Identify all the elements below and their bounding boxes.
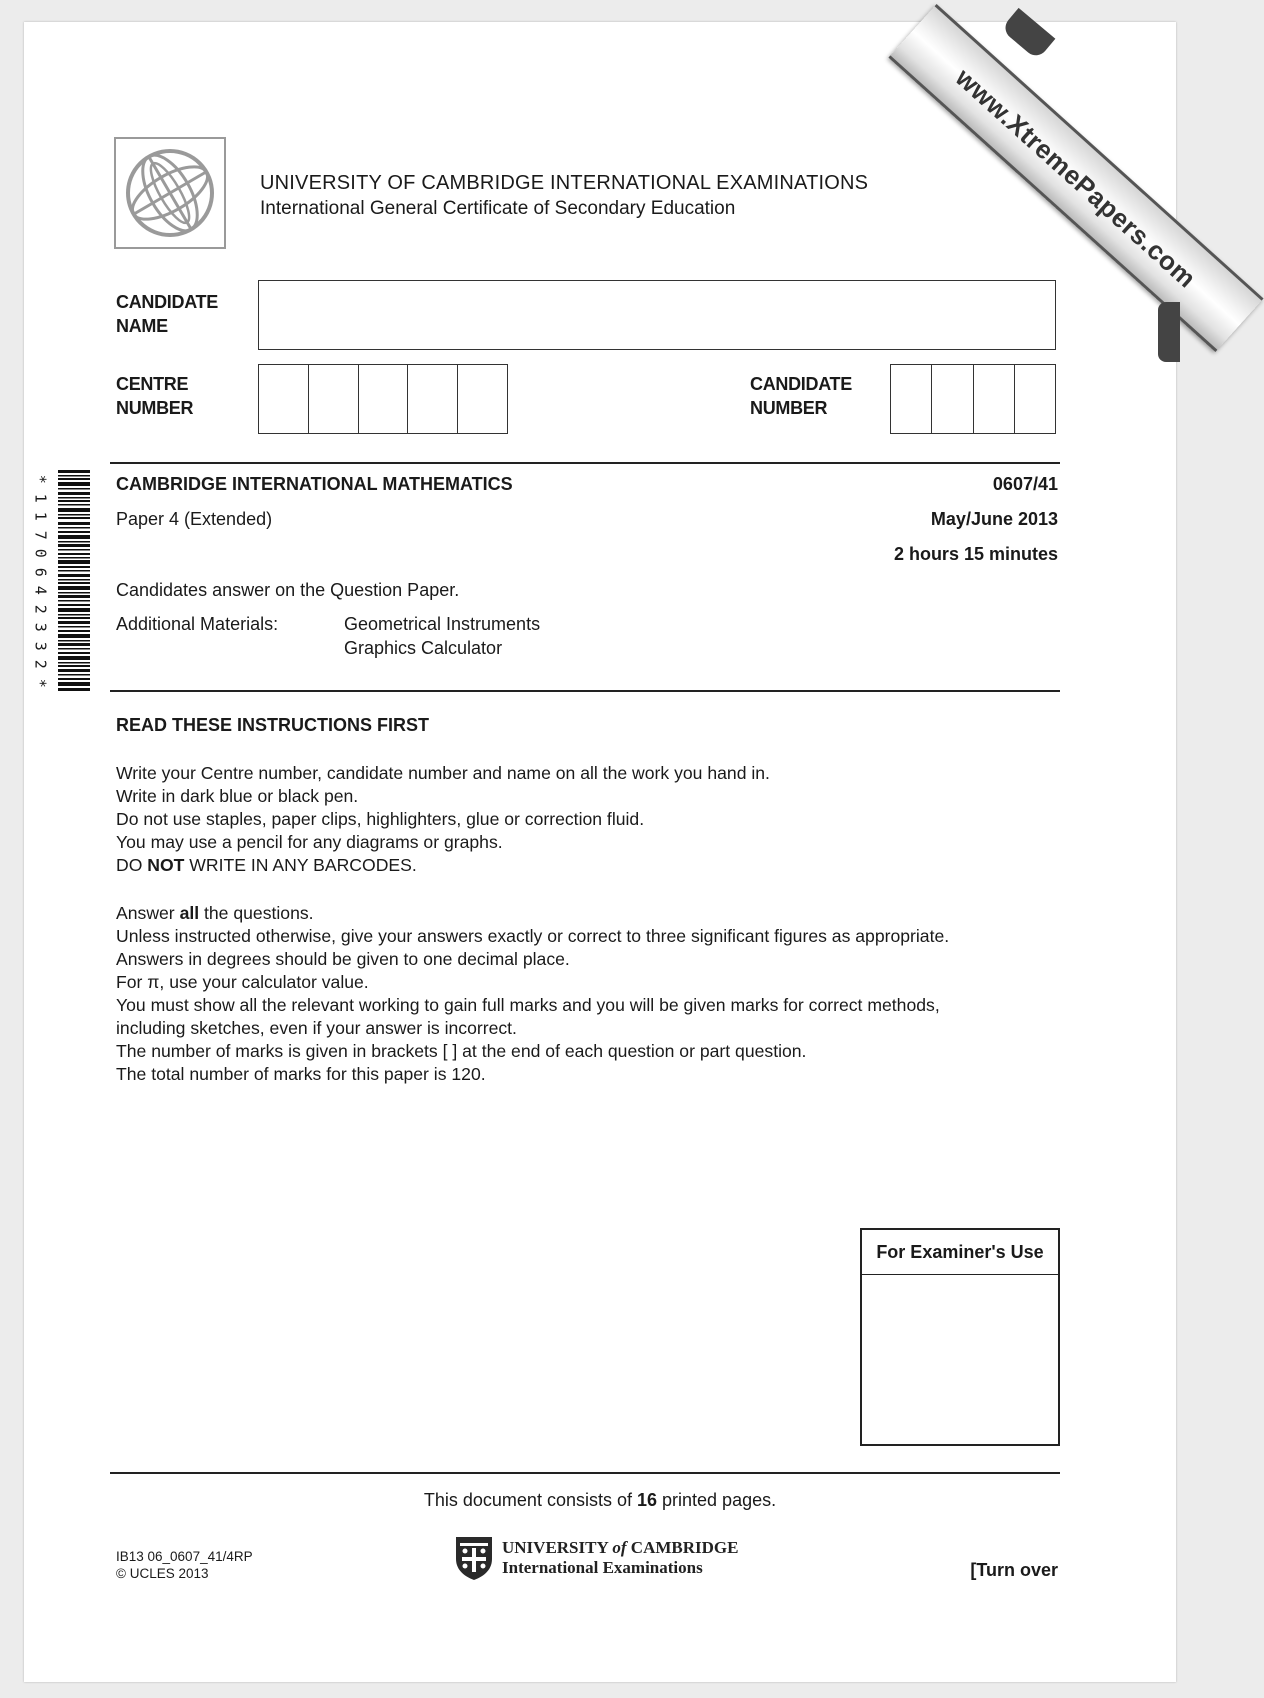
- ribbon-fold: [1001, 8, 1056, 60]
- exam-duration: 2 hours 15 minutes: [893, 544, 1058, 564]
- candidate-number-label: [750, 372, 852, 420]
- globe-icon: [116, 139, 224, 247]
- barcode-digit: 0: [31, 548, 50, 558]
- qualification-title: International General Certificate of Secondary Education: [260, 198, 736, 219]
- text: DO: [116, 855, 148, 875]
- barcode: [58, 470, 90, 692]
- barcode-digit: 7: [31, 530, 50, 540]
- logo-line: International Examinations: [502, 1558, 703, 1577]
- candidate-name-label: [116, 290, 218, 338]
- digit-box[interactable]: [932, 365, 973, 433]
- material-item: Graphics Calculator: [344, 638, 503, 658]
- subject-title: CAMBRIDGE INTERNATIONAL MATHEMATICS: [116, 474, 513, 494]
- ribbon-text: www.XtremePapers.com: [950, 61, 1203, 294]
- digit-box[interactable]: [974, 365, 1015, 433]
- label-line: CANDIDATE: [750, 374, 852, 394]
- instruction-line: Write in dark blue or black pen.: [116, 786, 359, 806]
- text: the questions.: [199, 903, 314, 923]
- instruction-line: Write your Centre number, candidate number and name on all the work you hand in.: [116, 763, 770, 783]
- barcode-digit: 2: [31, 659, 50, 669]
- digit-box[interactable]: [1015, 365, 1055, 433]
- cambridge-logo-text: [502, 1538, 738, 1578]
- cambridge-logo: [454, 1535, 738, 1581]
- barcode-digit: 4: [31, 585, 50, 595]
- barcode-digit: 1: [31, 511, 50, 521]
- barcode-digit: *: [31, 678, 50, 688]
- digit-box[interactable]: [408, 365, 458, 433]
- reference-code: IB13 06_0607_41/4RP: [116, 1549, 253, 1564]
- text: printed pages.: [657, 1490, 777, 1510]
- instructions-block-2: [116, 902, 1076, 1086]
- ribbon-fold: [1158, 302, 1180, 362]
- digit-box[interactable]: [309, 365, 359, 433]
- instruction-line: [116, 902, 1076, 925]
- instruction-line: Answers in degrees should be given to one decimal place.: [116, 949, 570, 969]
- centre-number-label: [116, 372, 193, 420]
- instruction-line: The number of marks is given in brackets [ ] at the end of each question or part question.: [116, 1041, 807, 1061]
- text: This document consists of: [423, 1490, 637, 1510]
- digit-box[interactable]: [891, 365, 932, 433]
- label-line: CENTRE: [116, 374, 189, 394]
- barcode-digit: 3: [31, 641, 50, 651]
- label-line: CANDIDATE: [116, 292, 218, 312]
- instruction-line: including sketches, even if your answer is incorrect.: [116, 1018, 517, 1038]
- page-count-note: [24, 1490, 1176, 1511]
- instruction-line: You must show all the relevant working to gain full marks and you will be given marks for correct methods,: [116, 995, 940, 1015]
- instruction-line: For π, use your calculator value.: [116, 972, 369, 992]
- barcode-digit: 6: [31, 567, 50, 577]
- instruction-line: You may use a pencil for any diagrams or graphs.: [116, 832, 503, 852]
- turn-over: [Turn over: [970, 1560, 1058, 1580]
- exam-session: May/June 2013: [930, 509, 1058, 529]
- globe-logo: [114, 137, 226, 249]
- digit-box[interactable]: [458, 365, 507, 433]
- emphasis: NOT: [147, 855, 185, 875]
- divider: [110, 690, 1060, 692]
- examiners-use-box: [860, 1228, 1060, 1446]
- instructions-block-1: [116, 762, 1076, 877]
- text: of: [612, 1538, 627, 1557]
- emphasis: all: [179, 903, 200, 923]
- barcode-digits: [30, 470, 50, 692]
- instruction-line: [116, 854, 1076, 877]
- logo-line: [502, 1538, 738, 1558]
- crest-icon: [454, 1535, 494, 1581]
- digit-box[interactable]: [259, 365, 309, 433]
- barcode-digit: *: [31, 474, 50, 484]
- material-item: Geometrical Instruments: [344, 614, 541, 634]
- examiners-use-heading: For Examiner's Use: [862, 1230, 1058, 1275]
- page-count: 16: [636, 1490, 658, 1510]
- answer-on-note: Candidates answer on the Question Paper.: [116, 580, 460, 600]
- barcode-digit: 2: [31, 604, 50, 614]
- text: Answer: [116, 903, 180, 923]
- divider: [110, 462, 1060, 464]
- barcode-digit: 3: [31, 622, 50, 632]
- instructions-heading: READ THESE INSTRUCTIONS FIRST: [116, 715, 430, 735]
- label-line: NAME: [116, 316, 168, 336]
- centre-number-field[interactable]: [258, 364, 508, 434]
- copyright: © UCLES 2013: [116, 1566, 209, 1581]
- instruction-line: Unless instructed otherwise, give your answers exactly or correct to three significant figures as appropriate.: [116, 926, 950, 946]
- divider: [110, 1472, 1060, 1474]
- instruction-line: The total number of marks for this paper is 120.: [116, 1064, 486, 1084]
- paper-code: 0607/41: [992, 474, 1058, 494]
- instruction-line: Do not use staples, paper clips, highlighters, glue or correction fluid.: [116, 809, 645, 829]
- candidate-name-field[interactable]: [258, 280, 1056, 350]
- university-title: UNIVERSITY OF CAMBRIDGE INTERNATIONAL EXAMINATIONS: [260, 172, 869, 194]
- text: CAMBRIDGE: [630, 1538, 739, 1557]
- digit-box[interactable]: [359, 365, 409, 433]
- label-line: NUMBER: [116, 398, 194, 418]
- barcode-digit: 1: [31, 493, 50, 503]
- text: UNIVERSITY: [502, 1538, 609, 1557]
- paper-name: Paper 4 (Extended): [116, 509, 273, 529]
- label-line: NUMBER: [750, 398, 828, 418]
- text: WRITE IN ANY BARCODES.: [184, 855, 417, 875]
- materials-label: Additional Materials:: [116, 614, 279, 634]
- exam-cover-page: [24, 22, 1203, 1682]
- candidate-number-field[interactable]: [890, 364, 1056, 434]
